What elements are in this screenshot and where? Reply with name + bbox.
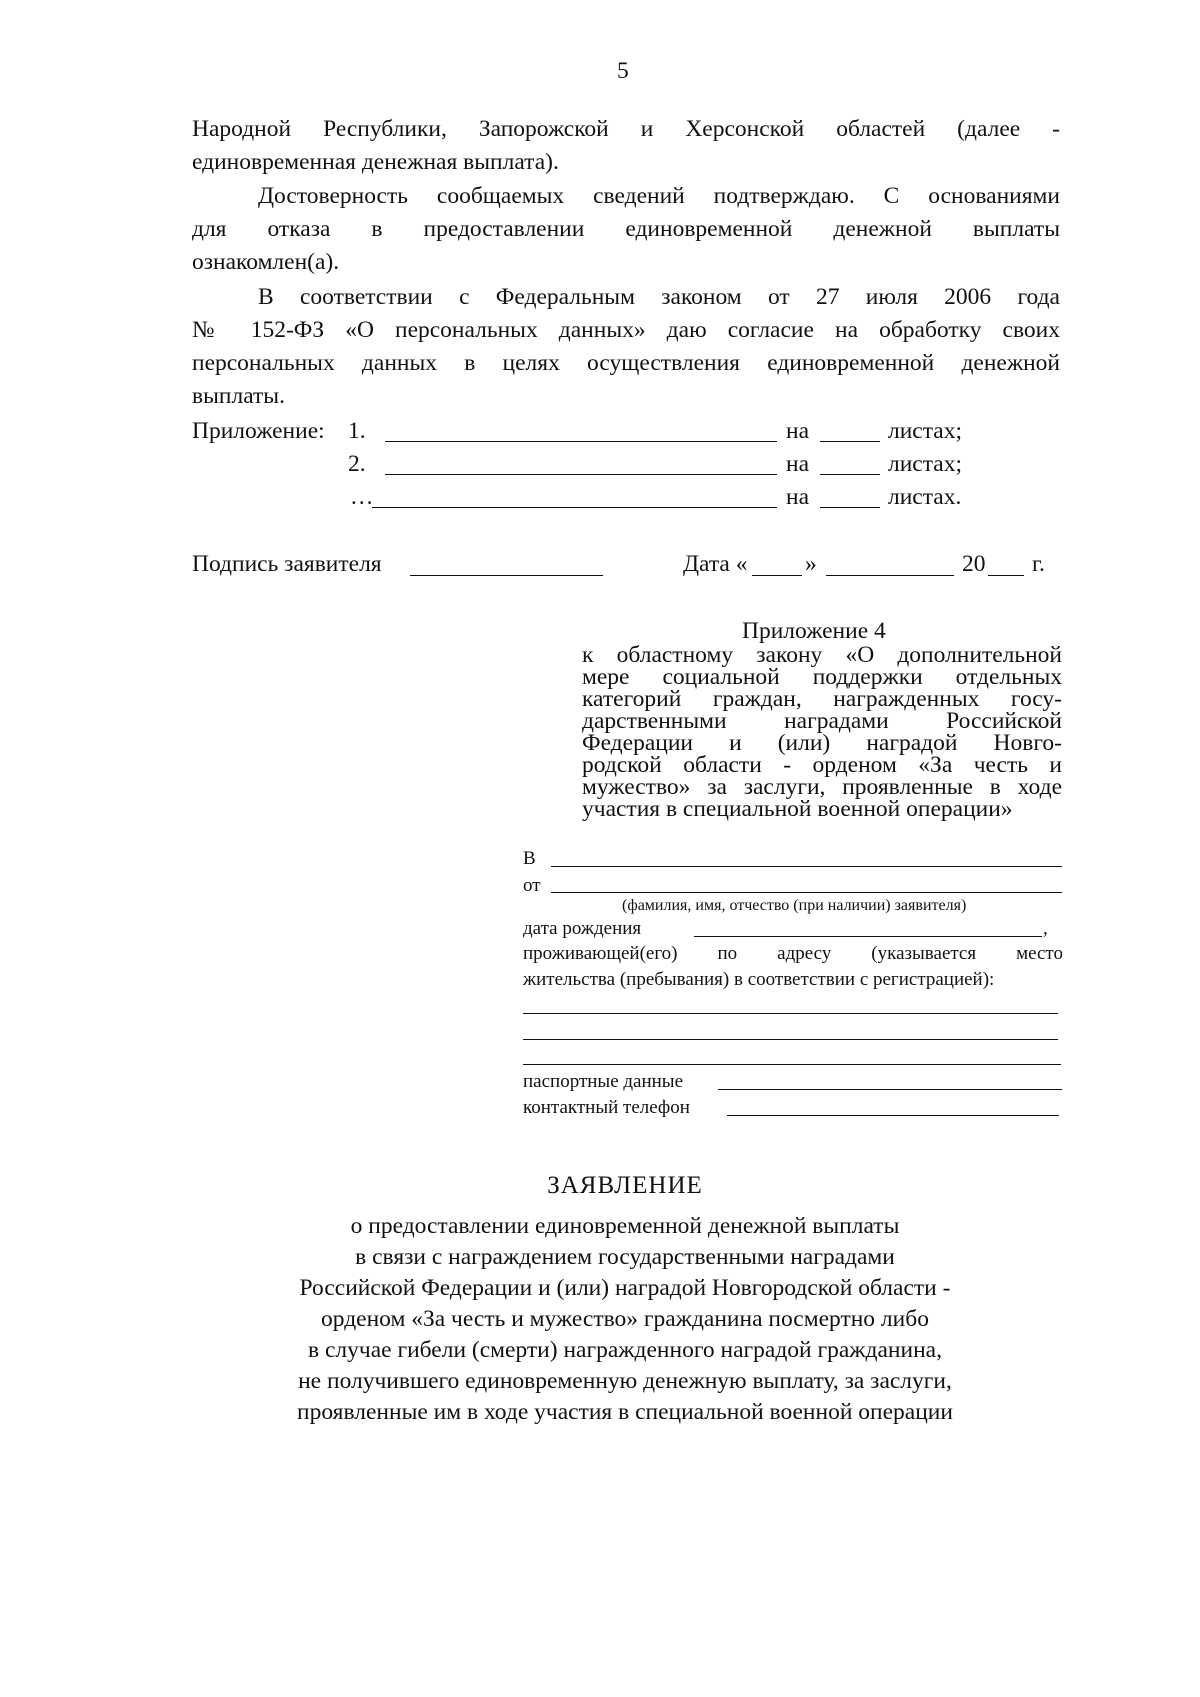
phone-field[interactable] bbox=[727, 1115, 1059, 1116]
passport-field[interactable] bbox=[718, 1089, 1062, 1090]
statement-line: проявленные им в ходе участия в специальной военной операции bbox=[297, 1399, 953, 1425]
statement-line: не получившего единовременную денежную выплату, за заслуги, bbox=[298, 1368, 952, 1394]
annex-line: к областному закону «О дополнительной bbox=[582, 642, 1062, 668]
statement-line: орденом «За честь и мужество» гражданина посмертно либо bbox=[321, 1306, 929, 1332]
paragraph-line: № 152-ФЗ «О персональных данных» даю согласие на обработку своих bbox=[192, 317, 1060, 343]
to-label: В bbox=[523, 848, 536, 869]
to-field[interactable] bbox=[551, 866, 1062, 867]
birth-comma: , bbox=[1043, 918, 1048, 939]
attachment-sheets: листах. bbox=[888, 484, 962, 510]
annex-line: дарственными наградами Российской bbox=[582, 708, 1062, 734]
statement-line: в случае гибели (смерти) награжденного наградой гражданина, bbox=[308, 1337, 942, 1363]
attachment-sheets: листах; bbox=[888, 451, 962, 477]
attachment-sheets-field[interactable] bbox=[820, 474, 880, 475]
date-year-field[interactable] bbox=[988, 575, 1024, 576]
date-month-field[interactable] bbox=[826, 575, 954, 576]
annex-text bbox=[582, 644, 1062, 820]
signature-label: Подпись заявителя bbox=[192, 551, 382, 577]
attachment-on: на bbox=[786, 418, 810, 444]
statement-line: Российской Федерации и (или) наградой Новгородской области - bbox=[299, 1275, 951, 1301]
address-field[interactable] bbox=[523, 1064, 1061, 1065]
paragraph-line: ознакомлен(а). bbox=[192, 249, 340, 275]
attachment-sheets: листах; bbox=[888, 418, 962, 444]
annex-title: Приложение 4 bbox=[742, 618, 886, 644]
address-line: проживающей(его) по адресу (указывается место bbox=[523, 943, 1063, 964]
attachments-label: Приложение: bbox=[192, 418, 325, 444]
year-prefix: 20 bbox=[962, 551, 986, 577]
attachment-field[interactable] bbox=[385, 441, 777, 442]
birth-date-field[interactable] bbox=[694, 936, 1042, 937]
from-field[interactable] bbox=[551, 892, 1062, 893]
date-quote: » bbox=[805, 551, 817, 577]
attachment-number: 1. bbox=[348, 418, 366, 444]
attachment-field[interactable] bbox=[385, 474, 777, 475]
statement-heading: ЗАЯВЛЕНИЕ bbox=[547, 1172, 703, 1199]
annex-line: мере социальной поддержки отдельных bbox=[582, 664, 1062, 690]
phone-label: контактный телефон bbox=[523, 1097, 690, 1118]
paragraph-line: персональных данных в целях осуществления единовременной денежной bbox=[192, 350, 1060, 376]
paragraph-line: Народной Республики, Запорожской и Херсонской областей (далее - bbox=[192, 116, 1060, 142]
annex-line: Федерации и (или) наградой Новго- bbox=[582, 730, 1062, 756]
signature-field[interactable] bbox=[410, 575, 603, 576]
paragraph-line: Достоверность сообщаемых сведений подтверждаю. С основаниями bbox=[258, 183, 1060, 209]
attachment-number: 2. bbox=[348, 451, 366, 477]
attachment-on: на bbox=[786, 451, 810, 477]
date-day-field[interactable] bbox=[752, 575, 802, 576]
paragraph-line: выплаты. bbox=[192, 383, 285, 409]
address-field[interactable] bbox=[523, 1013, 1058, 1014]
paragraph-line: для отказа в предоставлении единовременной денежной выплаты bbox=[192, 216, 1060, 242]
attachment-sheets-field[interactable] bbox=[820, 507, 880, 508]
from-label: от bbox=[523, 875, 541, 896]
address-field[interactable] bbox=[523, 1039, 1058, 1040]
attachment-number: … bbox=[350, 484, 374, 510]
address-line: жительства (пребывания) в соответствии с регистрацией): bbox=[523, 969, 995, 990]
passport-label: паспортные данные bbox=[523, 1071, 684, 1092]
name-hint: (фамилия, имя, отчество (при наличии) заявителя) bbox=[622, 897, 967, 914]
attachment-field[interactable] bbox=[372, 507, 777, 508]
paragraph-line: единовременная денежная выплата). bbox=[192, 149, 559, 175]
page-number: 5 bbox=[617, 58, 629, 84]
attachment-sheets-field[interactable] bbox=[820, 441, 880, 442]
statement-line: о предоставлении единовременной денежной выплаты bbox=[350, 1213, 900, 1239]
date-label: Дата « bbox=[683, 551, 748, 577]
annex-line: мужество» за заслуги, проявленные в ходе bbox=[582, 774, 1062, 800]
attachment-on: на bbox=[786, 484, 810, 510]
annex-line: категорий граждан, награжденных госу- bbox=[582, 686, 1062, 712]
birth-label: дата рождения bbox=[523, 918, 642, 939]
paragraph-line: В соответствии с Федеральным законом от 27 июля 2006 года bbox=[258, 284, 1060, 310]
year-suffix: г. bbox=[1032, 551, 1045, 577]
annex-line: родской области - орденом «За честь и bbox=[582, 752, 1062, 778]
statement-line: в связи с награждением государственными наградами bbox=[355, 1244, 895, 1270]
annex-line: участия в специальной военной операции» bbox=[582, 796, 1013, 822]
